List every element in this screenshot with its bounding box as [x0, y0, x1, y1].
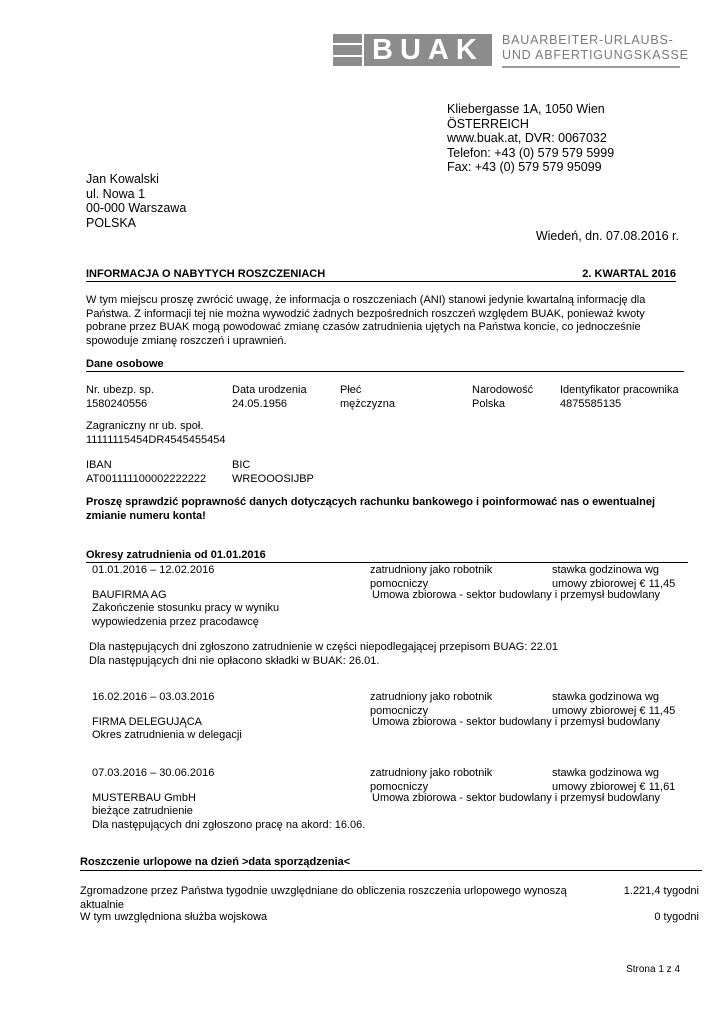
period-1-rate: stawka godzinowa wg umowy zbiorowej € 11,45	[552, 564, 676, 590]
page-number: Strona 1 z 4	[626, 964, 680, 975]
logo-tagline: BAUARBEITER-URLAUBS- UND ABFERTIGUNGSKASSE	[502, 33, 689, 62]
period-1-role: zatrudniony jako robotnik pomocniczy	[370, 564, 493, 590]
section-heading-vacation: Roszczenie urlopowe na dzień >data sporządzenia<	[80, 856, 351, 868]
period-1-note: Zakończenie stosunku pracy w wyniku wypowiedzenia przez pracodawcę	[92, 602, 280, 628]
military-service-value: 0 tygodni	[654, 911, 699, 923]
period-2-dates: 16.02.2016 – 03.03.2016	[92, 691, 215, 703]
period-3-rate: stawka godzinowa wg umowy zbiorowej € 11,61	[552, 767, 676, 793]
military-service-text: W tym uwzględniona służba wojskowa	[80, 911, 268, 923]
period-3-dates: 07.03.2016 – 30.06.2016	[92, 767, 215, 779]
field-iban: IBAN AT001111100002222222	[86, 459, 207, 485]
field-bic: BIC WREOOOSIJBP	[232, 459, 314, 485]
logo-brand: BUAK	[364, 34, 492, 66]
logo-mark	[333, 34, 362, 66]
period-1-dates: 01.01.2016 – 12.02.2016	[92, 564, 215, 576]
vacation-weeks-text: Zgromadzone przez Państwa tygodnie uwzględniane do obliczenia roszczenia urlopowego wynoszą aktualnie	[80, 885, 567, 911]
field-nationality: Narodowość Polska	[472, 384, 534, 410]
letter-date: Wiedeń, dn. 07.08.2016 r.	[535, 229, 679, 243]
section-heading-personal: Dane osobowe	[86, 358, 164, 370]
document-title: INFORMACJA O NABYTYCH ROSZCZENIACH	[86, 268, 326, 280]
period-1-agreement: Umowa zbiorowa - sektor budowlany i przemysł budowlany	[372, 589, 660, 601]
section-rule-vacation	[80, 870, 702, 871]
section-rule-personal	[86, 371, 684, 372]
period-3-employer: MUSTERBAU GmbH	[92, 792, 196, 804]
period-3-agreement: Umowa zbiorowa - sektor budowlany i przemysł budowlany	[372, 792, 660, 804]
period-2-employer: FIRMA DELEGUJĄCA	[92, 716, 203, 728]
field-birth-date: Data urodzenia 24.05.1956	[232, 384, 307, 410]
sender-address: Kliebergasse 1A, 1050 Wien ÖSTERREICH www.buak.at, DVR: 0067032 Telefon: +43 (0) 579 579 5999 Fax: +43 (0) 579 579 95099	[447, 102, 615, 175]
intro-paragraph: W tym miejscu proszę zwrócić uwagę, że informacja o roszczeniach (ANI) stanowi jedynie kwartalną informację dla Państwa. Z informacji tej nie można wywodzić żadnych bezpośrednich roszczeń względem BUAK, ponieważ kwoty pobrane przez BUAK mogą powodować zmianę czasów zatrudnienia ujętych na Państwa koncie, co jednocześnie spowoduje zmianę roszczeń i uprawnień.	[86, 294, 646, 347]
document-quarter: 2. KWARTAL 2016	[582, 268, 676, 280]
recipient-address: Jan Kowalski ul. Nowa 1 00-000 Warszawa POLSKA	[86, 172, 187, 230]
section-rule-employment	[86, 562, 688, 563]
logo-underline	[502, 66, 680, 68]
period-2-rate: stawka godzinowa wg umowy zbiorowej € 11,45	[552, 691, 676, 717]
period-2-role: zatrudniony jako robotnik pomocniczy	[370, 691, 493, 717]
field-foreign-insurance: Zagraniczny nr ub. społ. 11111115454DR4545455454	[86, 420, 226, 446]
field-gender: Płeć mężczyzna	[340, 384, 396, 410]
bank-notice: Proszę sprawdzić poprawność danych dotyczących rachunku bankowego i poinformować nas o ewentualnej zmianie numeru konta!	[86, 496, 656, 522]
period-1-employer: BAUFIRMA AG	[92, 589, 167, 601]
vacation-weeks-value: 1.221,4 tygodni	[623, 885, 699, 897]
section-heading-employment: Okresy zatrudnienia od 01.01.2016	[86, 549, 266, 561]
title-underline	[86, 281, 676, 282]
period-2-agreement: Umowa zbiorowa - sektor budowlany i przemysł budowlany	[372, 716, 660, 728]
period-1-extra: Dla następujących dni zgłoszono zatrudnienie w części niepodlegającej przepisom BUAG: 22.01 Dla następujących dni nie opłacono składki w BUAK: 26.01.	[89, 641, 558, 667]
field-employee-id: Identyfikator pracownika 4875585135	[560, 384, 679, 410]
period-3-role: zatrudniony jako robotnik pomocniczy	[370, 767, 493, 793]
period-2-note: Okres zatrudnienia w delegacji	[92, 729, 242, 741]
period-3-note: bieżące zatrudnienie Dla następujących dni zgłoszono pracę na akord: 16.06.	[92, 805, 366, 831]
field-insurance-number: Nr. ubezp. sp. 1580240556	[86, 384, 154, 410]
